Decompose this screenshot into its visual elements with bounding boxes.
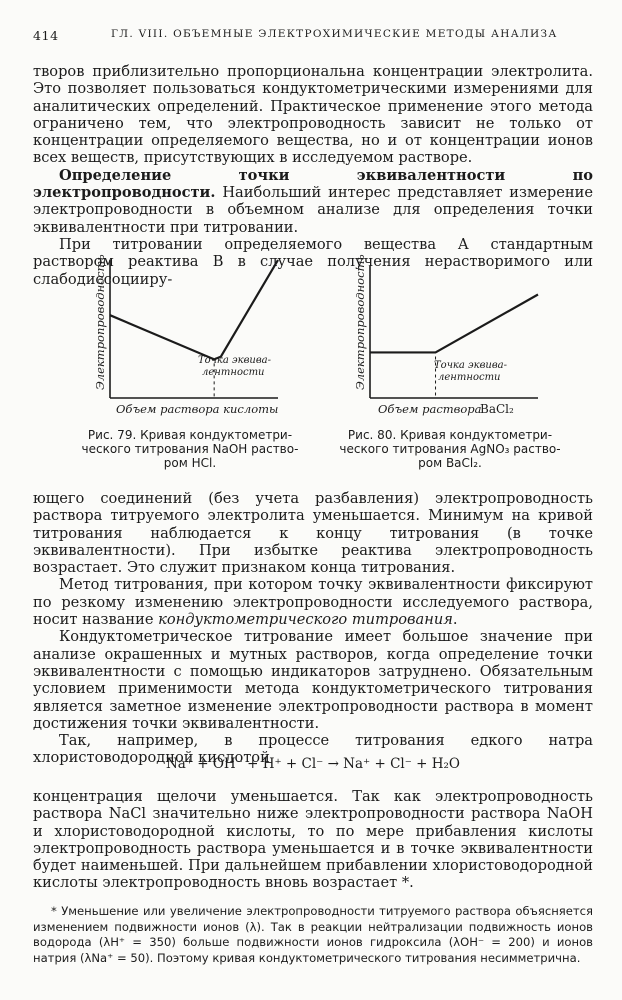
titration-curve xyxy=(110,260,278,359)
definition-text: Метод титрования, при котором точку эквивалентности фиксируют по резкому изменению электропроводности исследуемого раствора, носит название xyxy=(33,576,593,629)
page-number: 414 xyxy=(33,28,59,43)
paragraph-continued: ющего соединений (без учета разбавления) электропроводность раствора титруемого электролита уменьшается. Минимум на кривой титрования наблюдается к концу титрования (в точке эквивалентности). При избытке реактива электропроводность возрастает. Это служит признаком конца титрования. xyxy=(33,490,593,577)
reaction-equation: Na⁺ + OH⁻ + H⁺ + Cl⁻ → Na⁺ + Cl⁻ + H₂O xyxy=(165,756,460,772)
text-block-middle xyxy=(33,490,593,767)
figure-79 xyxy=(81,250,299,470)
paragraph-definition xyxy=(33,576,593,628)
x-axis-label: Объем раствора xyxy=(378,402,482,416)
footnote xyxy=(33,904,593,967)
caption-line: ческого титрования NaOH раство- xyxy=(81,442,299,456)
text-block-bottom xyxy=(33,788,593,892)
paragraph-section xyxy=(33,167,593,236)
definition-end: . xyxy=(452,611,458,629)
figure-80 xyxy=(339,250,561,470)
x-axis-reagent: BaCl₂ xyxy=(480,402,514,416)
paragraph-continued: творов приблизительно пропорциональна концентрации электролита. Это позволяет пользоваться кондуктометрическими измерениями для аналитических определений. Практическое применение этого метода ограничено тем, что электропроводность зависит не только от концентрации определяемого вещества, но и от концентрации ионов всех веществ, присутствующих в исследуемом растворе. xyxy=(33,63,593,167)
caption-line: Рис. 80. Кривая кондуктометри- xyxy=(347,428,553,442)
figure-79-caption xyxy=(70,428,310,470)
paragraph-example: Так, например, в процессе титрования едкого натра хлористоводородной кислотой xyxy=(33,732,593,767)
y-axis-label: Электропроводность xyxy=(353,254,367,390)
caption-line: Рис. 79. Кривая кондуктометри- xyxy=(87,428,293,442)
figure-80-caption xyxy=(330,428,570,470)
figure-79-chart xyxy=(90,250,290,420)
equivalence-label-line2: лентности xyxy=(202,367,265,378)
defined-term: кондуктометрического титрования xyxy=(158,611,453,629)
titration-curve xyxy=(370,295,538,353)
caption-line: ром HCl. xyxy=(163,456,217,470)
caption-line: ром BaCl₂. xyxy=(418,456,482,470)
running-title: ГЛ. VIII. ОБЪЕМНЫЕ ЭЛЕКТРОХИМИЧЕСКИЕ МЕТОДЫ АНАЛИЗА xyxy=(111,28,558,40)
x-axis-label: Объем раствора кислоты xyxy=(116,402,279,416)
paragraph-conclusion: концентрация щелочи уменьшается. Так как электропроводность раствора NaCl значительно ниже электропроводности раствора NaOH и хлористоводородной кислоты, то по мере прибавления кислоты электропроводность раствора уменьшается и в точке эквивалентности будет наименьшей. При дальнейшем прибавлении хлористоводородной кислоты электропроводность вновь возрастает *. xyxy=(33,788,593,892)
y-axis-label: Электропроводность xyxy=(93,254,107,390)
footnote-text: * Уменьшение или увеличение электропроводности титруемого раствора объясняется изменением подвижности ионов (λ). Так в реакции нейтрализации подвижность ионов водорода (λH⁺ = 350) больше подвижности ионов гидроксила (λOH⁻ = 200) и ионов натрия (λNa⁺ = 50). Поэтому кривая кондуктометрического титрования несимметрична. xyxy=(33,904,593,966)
paragraph-titration: При титровании определяемого вещества А стандартным раствором реактива В в случае получения нерастворимого или слабодиссоцииру- xyxy=(33,235,593,288)
section-text: Наибольший интерес представляет измерение электропроводности в объемном анализе для определения точки эквивалентности при титровании. xyxy=(33,184,593,236)
equivalence-label-line2: лентности xyxy=(438,372,501,383)
figure-80-chart xyxy=(350,250,550,420)
equivalence-label-line1: Точка эквива- xyxy=(434,360,508,371)
caption-line: ческого титрования AgNO₃ раство- xyxy=(339,442,561,456)
section-heading: Определение точки эквивалентности по электропроводности. xyxy=(33,166,593,202)
equivalence-label-line1: Точка эквива- xyxy=(198,355,272,366)
paragraph-application: Кондуктометрическое титрование имеет большое значение при анализе окрашенных и мутных растворов, когда определение точки эквивалентности с помощью индикаторов затруднено. Обязательным условием применимости метода кондуктометрического титрования является заметное изменение электропроводности раствора в момент достижения точки эквивалентности. xyxy=(33,628,593,732)
